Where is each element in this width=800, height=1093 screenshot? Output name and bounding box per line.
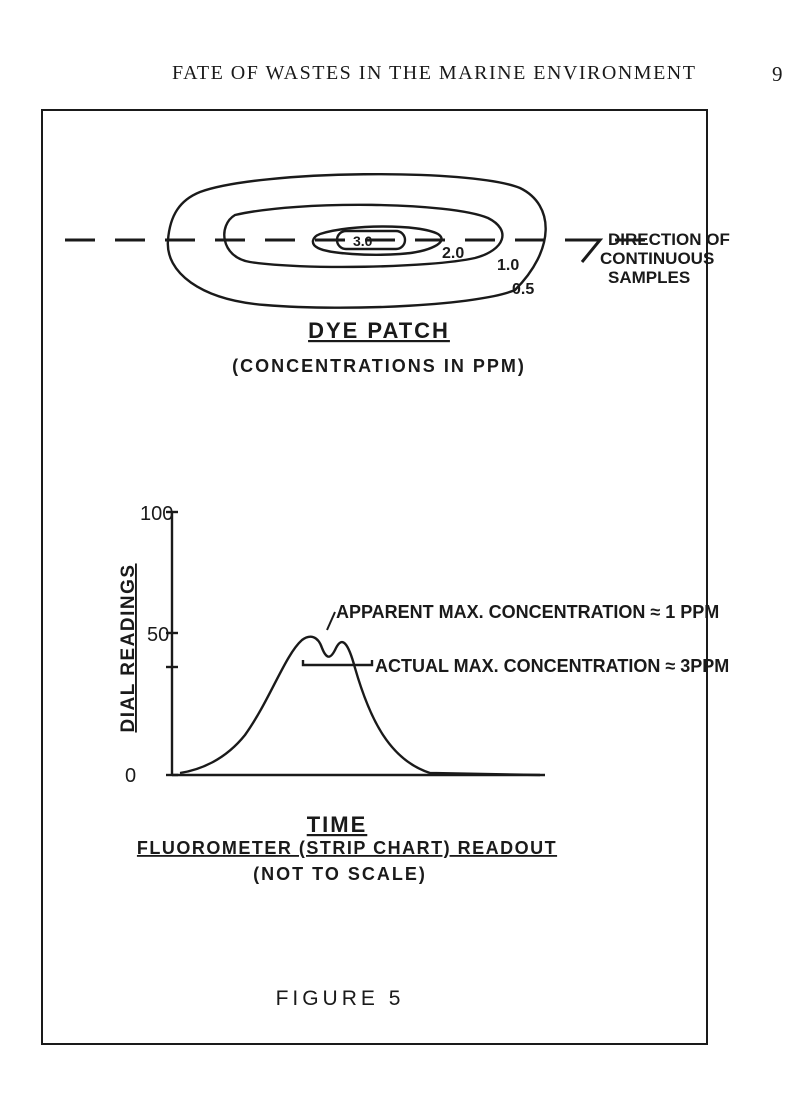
actual-max-bracket: [303, 660, 372, 665]
dye-patch-title: DYE PATCH: [308, 318, 450, 343]
y-tick-label-100: 100: [140, 503, 174, 525]
y-axis-label: DIAL READINGS: [118, 563, 139, 733]
contour-label-1.0: 1.0: [497, 257, 520, 274]
x-axis-label: TIME: [306, 812, 368, 837]
y-tick-label-50: 50: [147, 624, 170, 646]
apparent-max-pointer: [327, 612, 335, 630]
running-title: FATE OF WASTES IN THE MARINE ENVIRONMENT: [172, 62, 697, 84]
direction-arrow-icon: [565, 240, 600, 262]
y-tick-label-0: 0: [125, 765, 137, 787]
actual-max-label: ACTUAL MAX. CONCENTRATION ≈ 3PPM: [375, 656, 730, 676]
readout-subtitle: (NOT TO SCALE): [253, 864, 427, 884]
direction-label-line-3: SAMPLES: [608, 268, 691, 287]
page-number: 9: [772, 62, 783, 86]
contour-label-0.5: 0.5: [512, 281, 535, 298]
figure-caption: FIGURE 5: [275, 987, 405, 1010]
dye-patch-labels: [232, 230, 730, 376]
direction-label-line-1: DIRECTION OF: [608, 230, 730, 249]
dye-patch-subtitle: (CONCENTRATIONS IN PPM): [232, 356, 526, 376]
contour-label-2.0: 2.0: [442, 245, 465, 262]
apparent-max-label: APPARENT MAX. CONCENTRATION ≈ 1 PPM: [336, 602, 720, 622]
readout-title: FLUOROMETER (STRIP CHART) READOUT: [136, 838, 558, 858]
strip-chart-readout: [118, 503, 729, 884]
direction-label-line-2: CONTINUOUS: [600, 249, 715, 268]
contour-label-3.0: 3.0: [353, 233, 373, 249]
